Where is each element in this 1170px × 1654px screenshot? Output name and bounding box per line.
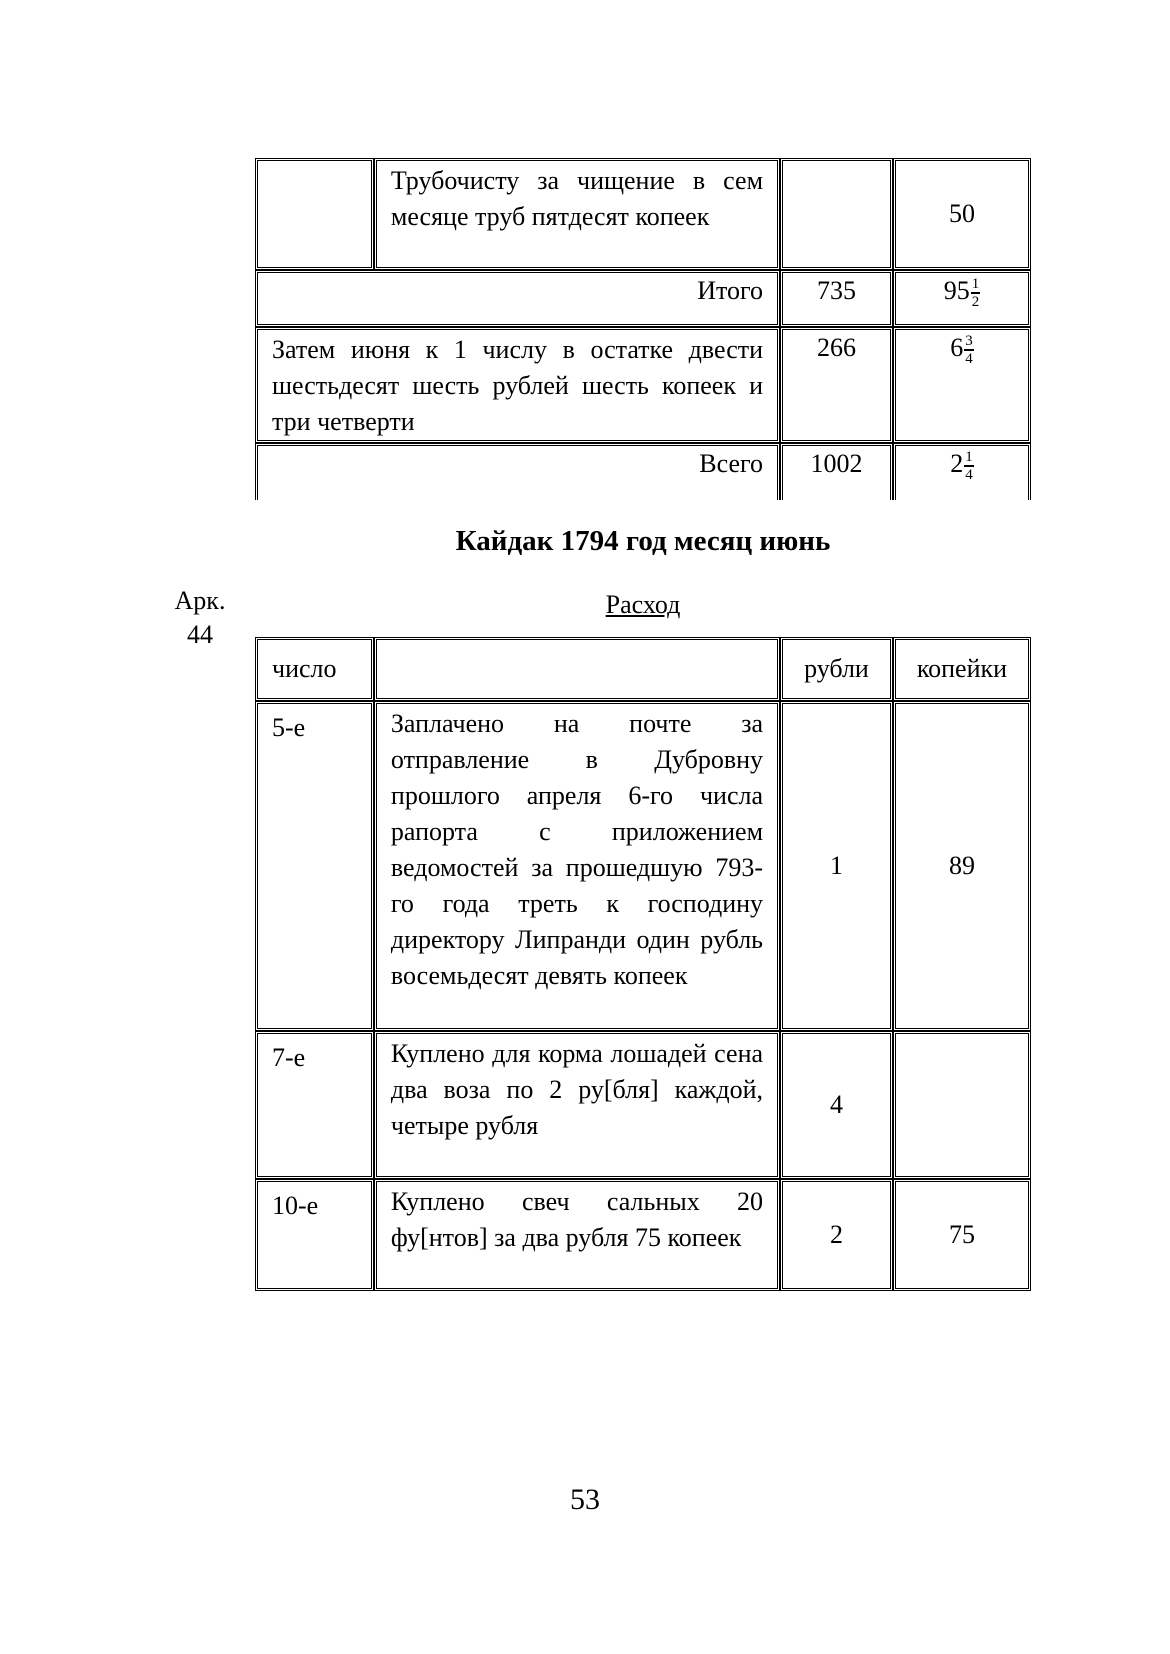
fraction-numerator: 1: [971, 276, 980, 293]
remainder-description: Затем июня к 1 числу в остатке двести шестьдесят шесть рублей шесть копеек и три четверти: [255, 327, 780, 443]
kopecks-cell: [893, 327, 1031, 443]
kopecks-whole: 6: [950, 333, 964, 362]
fraction-numerator: 1: [965, 449, 973, 466]
header-kopecks: копейки: [893, 637, 1031, 701]
table-row: [255, 158, 1031, 270]
margin-note-label: Арк.: [174, 586, 226, 615]
rubles-cell: 735: [780, 270, 893, 327]
date-cell: 5-е: [255, 701, 374, 1031]
fraction-denominator: 4: [965, 467, 973, 484]
header-date: число: [255, 637, 374, 701]
kopecks-whole: 95: [943, 276, 970, 305]
date-cell: 7-е: [255, 1031, 374, 1179]
table-row: [255, 701, 1031, 1031]
fraction-denominator: 2: [971, 294, 980, 311]
grand-total-label: Всего: [255, 443, 780, 500]
date-cell: 10-е: [255, 1179, 374, 1291]
balance-table: [255, 158, 1031, 500]
row-description: Куплено свеч сальных 20 фу[нтов] за два рубля 75 копеек: [374, 1179, 780, 1291]
kopecks-cell: 50: [893, 158, 1031, 270]
rubles-cell: 4: [780, 1031, 893, 1179]
rubles-cell: [780, 158, 893, 270]
table-row: [255, 327, 1031, 443]
kopecks-cell: [893, 443, 1031, 500]
rubles-cell: 2: [780, 1179, 893, 1291]
fraction: [971, 276, 981, 310]
rubles-cell: 1002: [780, 443, 893, 500]
kopecks-cell: 89: [893, 701, 1031, 1031]
fraction-numerator: 3: [965, 333, 973, 350]
row-description: Куплено для корма лошадей сена два воза по 2 ру[бля] каждой, четыре рубля: [374, 1031, 780, 1179]
expense-table: [255, 637, 1031, 1291]
kopecks-whole: 2: [950, 449, 964, 478]
empty-cell: [255, 158, 374, 270]
table-row: [255, 443, 1031, 500]
kopecks-cell: [893, 1031, 1031, 1179]
margin-note-number: 44: [187, 620, 213, 649]
fraction: [964, 333, 974, 367]
header-description: [374, 637, 780, 701]
kopecks-cell: [893, 270, 1031, 327]
row-description: Трубочисту за чищение в сем месяце труб пятдесят копеек: [374, 158, 780, 270]
fraction: [964, 449, 974, 483]
table-header-row: [255, 637, 1031, 701]
fraction-denominator: 4: [965, 351, 973, 368]
rubles-cell: 1: [780, 701, 893, 1031]
table-row: [255, 1179, 1031, 1291]
row-description: Заплачено на почте за отправление в Дубровну прошлого апреля 6-го числа рапорта с приложением ведомостей за прошедшую 793-го года треть к господину директору Липранди один рубль восемьдесят девять копеек: [374, 701, 780, 1031]
table-row: [255, 1031, 1031, 1179]
header-rubles: рубли: [780, 637, 893, 701]
margin-note: [165, 584, 235, 652]
section-title: Расход: [605, 590, 681, 619]
kopecks-cell: 75: [893, 1179, 1031, 1291]
document-heading: Кайдак 1794 год месяц июнь: [455, 525, 831, 557]
table-row: [255, 270, 1031, 327]
page-number: 53: [570, 1483, 600, 1516]
total-label: Итого: [255, 270, 780, 327]
rubles-cell: 266: [780, 327, 893, 443]
